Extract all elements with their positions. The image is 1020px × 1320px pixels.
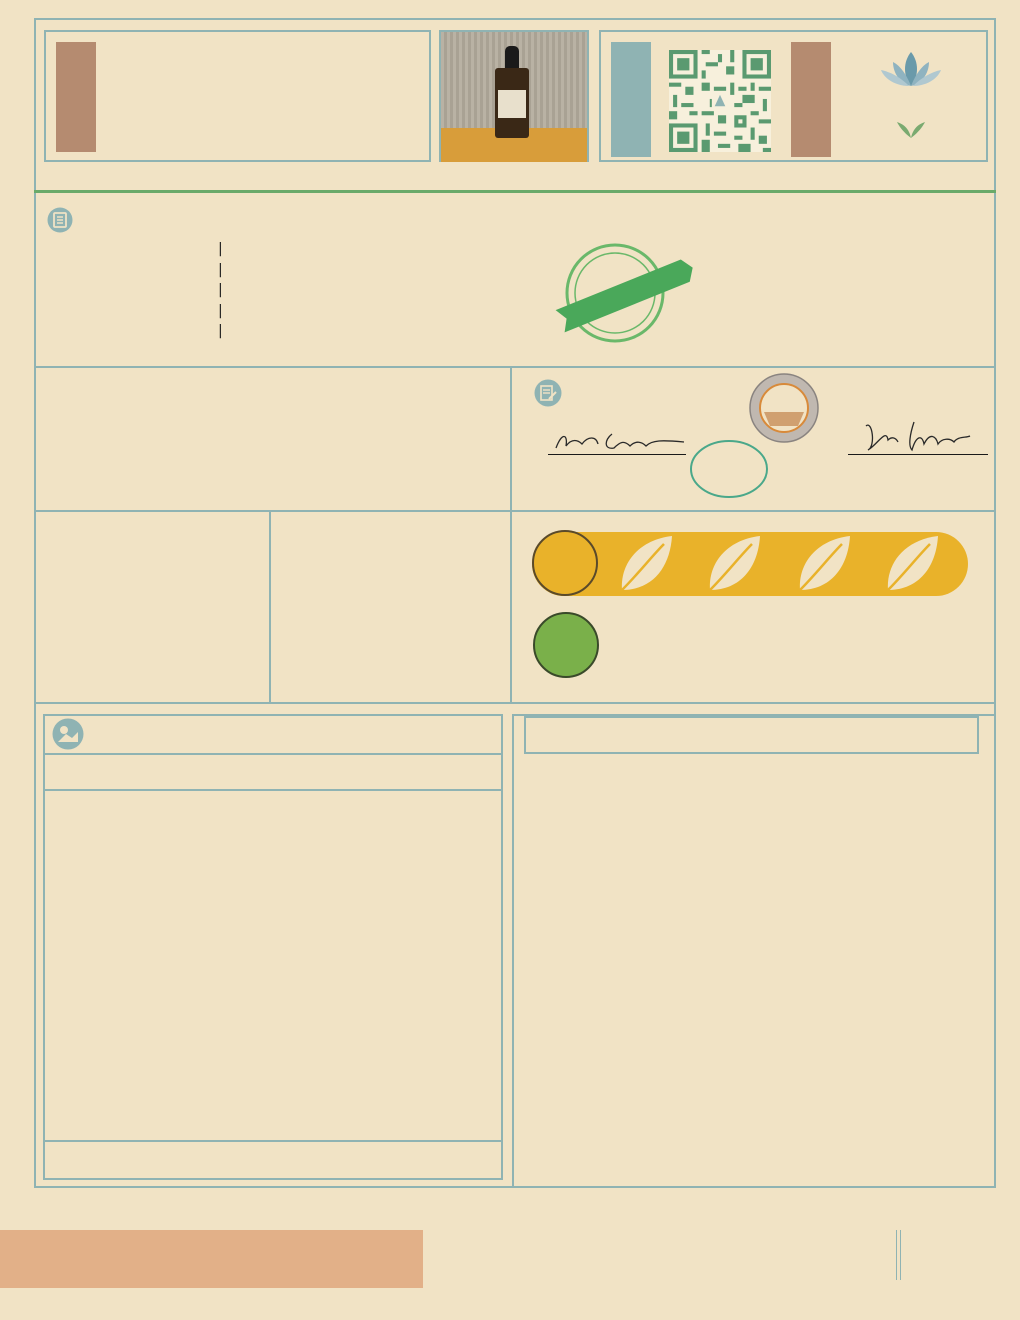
info-separator: |	[218, 323, 223, 339]
website-qr-code[interactable]	[669, 50, 771, 152]
approved-stamp	[550, 235, 700, 355]
label-info-table	[53, 241, 453, 344]
product-photo	[439, 30, 589, 162]
info-separator: |	[218, 261, 223, 278]
info-key	[53, 303, 218, 324]
client-tag	[56, 42, 96, 152]
cbd-leaf-icon	[706, 534, 762, 594]
chart-plot	[520, 760, 990, 1185]
weights-total-divider	[45, 1140, 501, 1142]
thc-badge	[533, 612, 599, 678]
lab-card	[599, 30, 988, 162]
weights-title-divider	[45, 753, 501, 755]
info-key	[53, 282, 218, 303]
bottle-label	[498, 90, 526, 118]
weights-header	[45, 757, 501, 791]
info-row-container	[53, 303, 453, 324]
lab-tag	[791, 42, 831, 157]
cbd-leaf-icon	[618, 534, 674, 594]
info-key	[53, 323, 218, 344]
header-divider	[34, 190, 996, 193]
info-key	[53, 241, 218, 262]
qc-passed-stamp	[688, 438, 770, 500]
label-icon	[47, 207, 73, 233]
conclusion-icon	[534, 379, 562, 407]
info-separator: |	[218, 302, 223, 319]
footer-brand-banner	[0, 1230, 423, 1288]
website-tag	[611, 42, 651, 157]
info-key	[53, 262, 218, 283]
info-row-batch	[53, 262, 453, 283]
footer-divider	[896, 1230, 901, 1280]
total-cbd-panel	[34, 510, 271, 704]
info-row-internal	[53, 282, 453, 303]
info-row-type	[53, 323, 453, 344]
weights-header-mgg	[271, 757, 387, 789]
bottle-body	[495, 68, 529, 138]
signature-2-image	[858, 416, 974, 456]
signature-1-image	[552, 426, 688, 456]
weights-header-pct	[387, 757, 501, 789]
info-row-client	[53, 241, 453, 262]
lotus-logo-icon	[879, 48, 943, 90]
cbd-leaf-icon	[884, 534, 940, 594]
glp-badge	[748, 372, 820, 444]
info-separator: |	[218, 282, 223, 298]
cbd-leaf-icon	[796, 534, 852, 594]
weights-header-cannabinoid	[45, 757, 271, 789]
weights-icon	[52, 718, 84, 750]
bottle-cap	[505, 46, 519, 70]
cbd-badge	[532, 530, 598, 596]
total-thc-panel	[269, 510, 512, 704]
info-separator: |	[218, 241, 223, 257]
lotus-leaf-icon	[897, 122, 925, 138]
results-panel	[34, 366, 512, 512]
client-card	[44, 30, 431, 162]
